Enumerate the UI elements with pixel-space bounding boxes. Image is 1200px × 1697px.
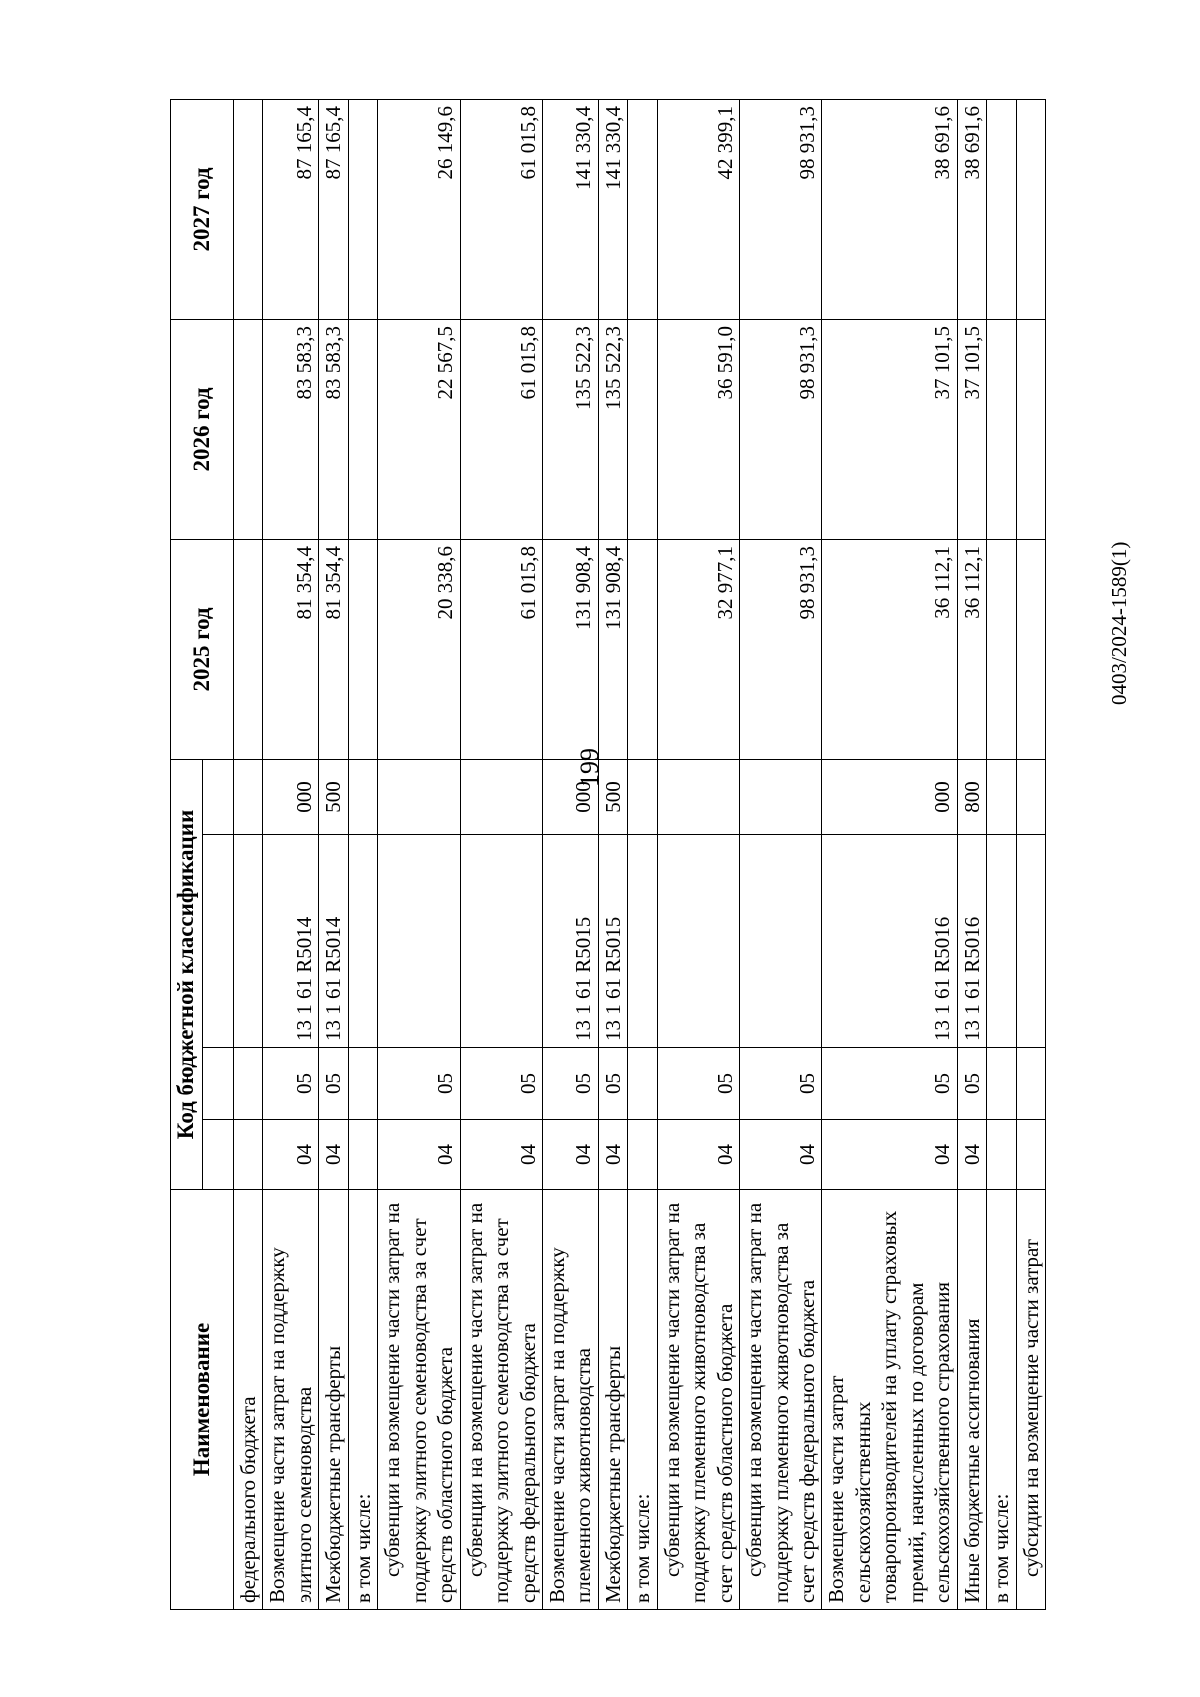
row-code-target-cell: 13 1 61 R5015: [542, 835, 598, 1048]
row-code-target-cell: [460, 835, 542, 1048]
row-code-section-cell: 04: [378, 1120, 460, 1190]
row-code-target-cell: [348, 835, 377, 1048]
row-code-target-cell: 13 1 61 R5014: [263, 835, 319, 1048]
table-row: [598, 100, 627, 1610]
row-code-expense-type-cell: [233, 760, 262, 835]
row-code-subsection-cell: [987, 1048, 1016, 1120]
row-value-2025-cell: [348, 540, 377, 760]
row-value-2025-cell: [1016, 540, 1045, 760]
row-value-2025-cell: 98 931,3: [740, 540, 822, 760]
row-name-cell: Возмещение части затрат на поддержку элитного семеноводства: [263, 1190, 319, 1610]
header-year-2027: 2027 год: [171, 100, 234, 320]
row-value-2026-cell: 135 522,3: [598, 320, 627, 540]
row-code-section-cell: [233, 1120, 262, 1190]
table-row: [319, 100, 348, 1610]
header-code-subsection: [202, 1048, 233, 1120]
row-value-2026-cell: 135 522,3: [542, 320, 598, 540]
row-value-2027-cell: [987, 100, 1016, 320]
row-code-expense-type-cell: 000: [263, 760, 319, 835]
table-row: [657, 100, 739, 1610]
row-code-section-cell: 04: [657, 1120, 739, 1190]
row-code-expense-type-cell: [628, 760, 657, 835]
row-code-section-cell: 04: [957, 1120, 986, 1190]
row-value-2027-cell: 38 691,6: [822, 100, 957, 320]
row-name-cell: федерального бюджета: [233, 1190, 262, 1610]
row-value-2025-cell: 36 112,1: [822, 540, 957, 760]
table-row: [378, 100, 460, 1610]
row-value-2026-cell: 22 567,5: [378, 320, 460, 540]
header-code-expense-type: [202, 760, 233, 835]
row-code-section-cell: [1016, 1120, 1045, 1190]
row-code-subsection-cell: [233, 1048, 262, 1120]
row-name-cell: субвенции на возмещение части затрат на поддержку племенного животноводства за счет средств федерального бюджета: [740, 1190, 822, 1610]
row-code-target-cell: [740, 835, 822, 1048]
row-value-2026-cell: [1016, 320, 1045, 540]
row-code-subsection-cell: 05: [319, 1048, 348, 1120]
header-name: Наименование: [171, 1190, 234, 1610]
row-value-2026-cell: 83 583,3: [319, 320, 348, 540]
header-code-target: [202, 835, 233, 1048]
row-code-section-cell: [987, 1120, 1016, 1190]
row-code-subsection-cell: 05: [542, 1048, 598, 1120]
row-name-cell: субвенции на возмещение части затрат на поддержку племенного животноводства за счет средств областного бюджета: [657, 1190, 739, 1610]
row-code-expense-type-cell: 800: [957, 760, 986, 835]
row-code-target-cell: [233, 835, 262, 1048]
table-body: [233, 100, 1045, 1610]
row-code-section-cell: [628, 1120, 657, 1190]
row-value-2026-cell: 83 583,3: [263, 320, 319, 540]
row-value-2025-cell: [233, 540, 262, 760]
header-code-group: Код бюджетной классификации: [171, 760, 203, 1190]
row-value-2025-cell: 81 354,4: [263, 540, 319, 760]
row-code-subsection-cell: 05: [740, 1048, 822, 1120]
row-value-2025-cell: 81 354,4: [319, 540, 348, 760]
header-year-2026: 2026 год: [171, 320, 234, 540]
row-code-expense-type-cell: [460, 760, 542, 835]
row-value-2027-cell: 87 165,4: [263, 100, 319, 320]
row-code-target-cell: 13 1 61 R5016: [822, 835, 957, 1048]
row-value-2025-cell: 36 112,1: [957, 540, 986, 760]
row-value-2025-cell: [628, 540, 657, 760]
row-name-cell: субвенции на возмещение части затрат на поддержку элитного семеноводства за счет средств федерального бюджета: [460, 1190, 542, 1610]
row-value-2025-cell: 131 908,4: [542, 540, 598, 760]
row-code-expense-type-cell: 000: [542, 760, 598, 835]
table-row: [957, 100, 986, 1610]
row-code-expense-type-cell: 500: [319, 760, 348, 835]
row-code-expense-type-cell: 500: [598, 760, 627, 835]
row-code-subsection-cell: [348, 1048, 377, 1120]
row-code-expense-type-cell: [740, 760, 822, 835]
row-name-cell: Межбюджетные трансферты: [319, 1190, 348, 1610]
row-value-2026-cell: [348, 320, 377, 540]
row-code-subsection-cell: [628, 1048, 657, 1120]
row-code-target-cell: 13 1 61 R5015: [598, 835, 627, 1048]
row-code-subsection-cell: 05: [378, 1048, 460, 1120]
table-row: [740, 100, 822, 1610]
row-name-cell: в том числе:: [987, 1190, 1016, 1610]
row-code-section-cell: 04: [598, 1120, 627, 1190]
row-name-cell: в том числе:: [628, 1190, 657, 1610]
row-code-section-cell: 04: [542, 1120, 598, 1190]
row-code-section-cell: [348, 1120, 377, 1190]
row-code-subsection-cell: [1016, 1048, 1045, 1120]
row-code-expense-type-cell: [657, 760, 739, 835]
row-code-subsection-cell: 05: [263, 1048, 319, 1120]
row-code-target-cell: 13 1 61 R5014: [319, 835, 348, 1048]
row-name-cell: Возмещение части затрат на поддержку племенного животноводства: [542, 1190, 598, 1610]
budget-table: [170, 99, 1046, 1610]
row-code-section-cell: 04: [822, 1120, 957, 1190]
row-code-expense-type-cell: [348, 760, 377, 835]
table-row: [1016, 100, 1045, 1610]
row-value-2025-cell: 61 015,8: [460, 540, 542, 760]
row-value-2025-cell: 20 338,6: [378, 540, 460, 760]
row-code-expense-type-cell: [1016, 760, 1045, 835]
row-value-2027-cell: 98 931,3: [740, 100, 822, 320]
row-value-2027-cell: 61 015,8: [460, 100, 542, 320]
table-row: [233, 100, 262, 1610]
row-code-subsection-cell: 05: [657, 1048, 739, 1120]
table-row: [460, 100, 542, 1610]
row-value-2026-cell: 36 591,0: [657, 320, 739, 540]
row-code-section-cell: 04: [460, 1120, 542, 1190]
row-value-2025-cell: 131 908,4: [598, 540, 627, 760]
row-value-2025-cell: 32 977,1: [657, 540, 739, 760]
row-value-2027-cell: [1016, 100, 1045, 320]
document-code: 0403/2024-1589(1): [1107, 541, 1131, 705]
row-value-2027-cell: 141 330,4: [542, 100, 598, 320]
row-value-2027-cell: 26 149,6: [378, 100, 460, 320]
row-code-subsection-cell: 05: [957, 1048, 986, 1120]
row-value-2025-cell: [987, 540, 1016, 760]
row-value-2026-cell: [987, 320, 1016, 540]
rotated-table-container: [170, 100, 1045, 1610]
row-code-expense-type-cell: [378, 760, 460, 835]
row-name-cell: в том числе:: [348, 1190, 377, 1610]
row-code-target-cell: [628, 835, 657, 1048]
header-code-section: [202, 1120, 233, 1190]
row-name-cell: Иные бюджетные ассигнования: [957, 1190, 986, 1610]
row-value-2026-cell: 37 101,5: [822, 320, 957, 540]
header-row: [171, 100, 203, 1610]
row-code-subsection-cell: 05: [460, 1048, 542, 1120]
row-value-2026-cell: [628, 320, 657, 540]
row-code-section-cell: 04: [319, 1120, 348, 1190]
row-code-section-cell: 04: [263, 1120, 319, 1190]
row-value-2027-cell: [233, 100, 262, 320]
row-name-cell: Межбюджетные трансферты: [598, 1190, 627, 1610]
row-value-2027-cell: 38 691,6: [957, 100, 986, 320]
table-row: [263, 100, 319, 1610]
row-value-2026-cell: 37 101,5: [957, 320, 986, 540]
row-value-2027-cell: 42 399,1: [657, 100, 739, 320]
row-value-2026-cell: 61 015,8: [460, 320, 542, 540]
table-row: [987, 100, 1016, 1610]
row-code-subsection-cell: 05: [598, 1048, 627, 1120]
row-value-2027-cell: [348, 100, 377, 320]
row-name-cell: субвенции на возмещение части затрат на поддержку элитного семеноводства за счет средств областного бюджета: [378, 1190, 460, 1610]
table-row: [822, 100, 957, 1610]
table-row: [628, 100, 657, 1610]
row-value-2026-cell: [233, 320, 262, 540]
row-value-2027-cell: [628, 100, 657, 320]
row-value-2026-cell: 98 931,3: [740, 320, 822, 540]
row-code-section-cell: 04: [740, 1120, 822, 1190]
row-code-expense-type-cell: 000: [822, 760, 957, 835]
row-value-2027-cell: 141 330,4: [598, 100, 627, 320]
row-code-target-cell: [657, 835, 739, 1048]
table-row: [348, 100, 377, 1610]
table-row: [542, 100, 598, 1610]
row-code-target-cell: [378, 835, 460, 1048]
header-year-2025: 2025 год: [171, 540, 234, 760]
page-number: 199: [575, 748, 604, 787]
row-name-cell: Возмещение части затрат сельскохозяйственных товаропроизводителей на уплату страховых премий, начисленных по договорам сельскохозяйственного страхования: [822, 1190, 957, 1610]
row-code-subsection-cell: 05: [822, 1048, 957, 1120]
row-name-cell: субсидии на возмещение части затрат: [1016, 1190, 1045, 1610]
row-value-2027-cell: 87 165,4: [319, 100, 348, 320]
row-code-target-cell: 13 1 61 R5016: [957, 835, 986, 1048]
row-code-expense-type-cell: [987, 760, 1016, 835]
row-code-target-cell: [1016, 835, 1045, 1048]
row-code-target-cell: [987, 835, 1016, 1048]
